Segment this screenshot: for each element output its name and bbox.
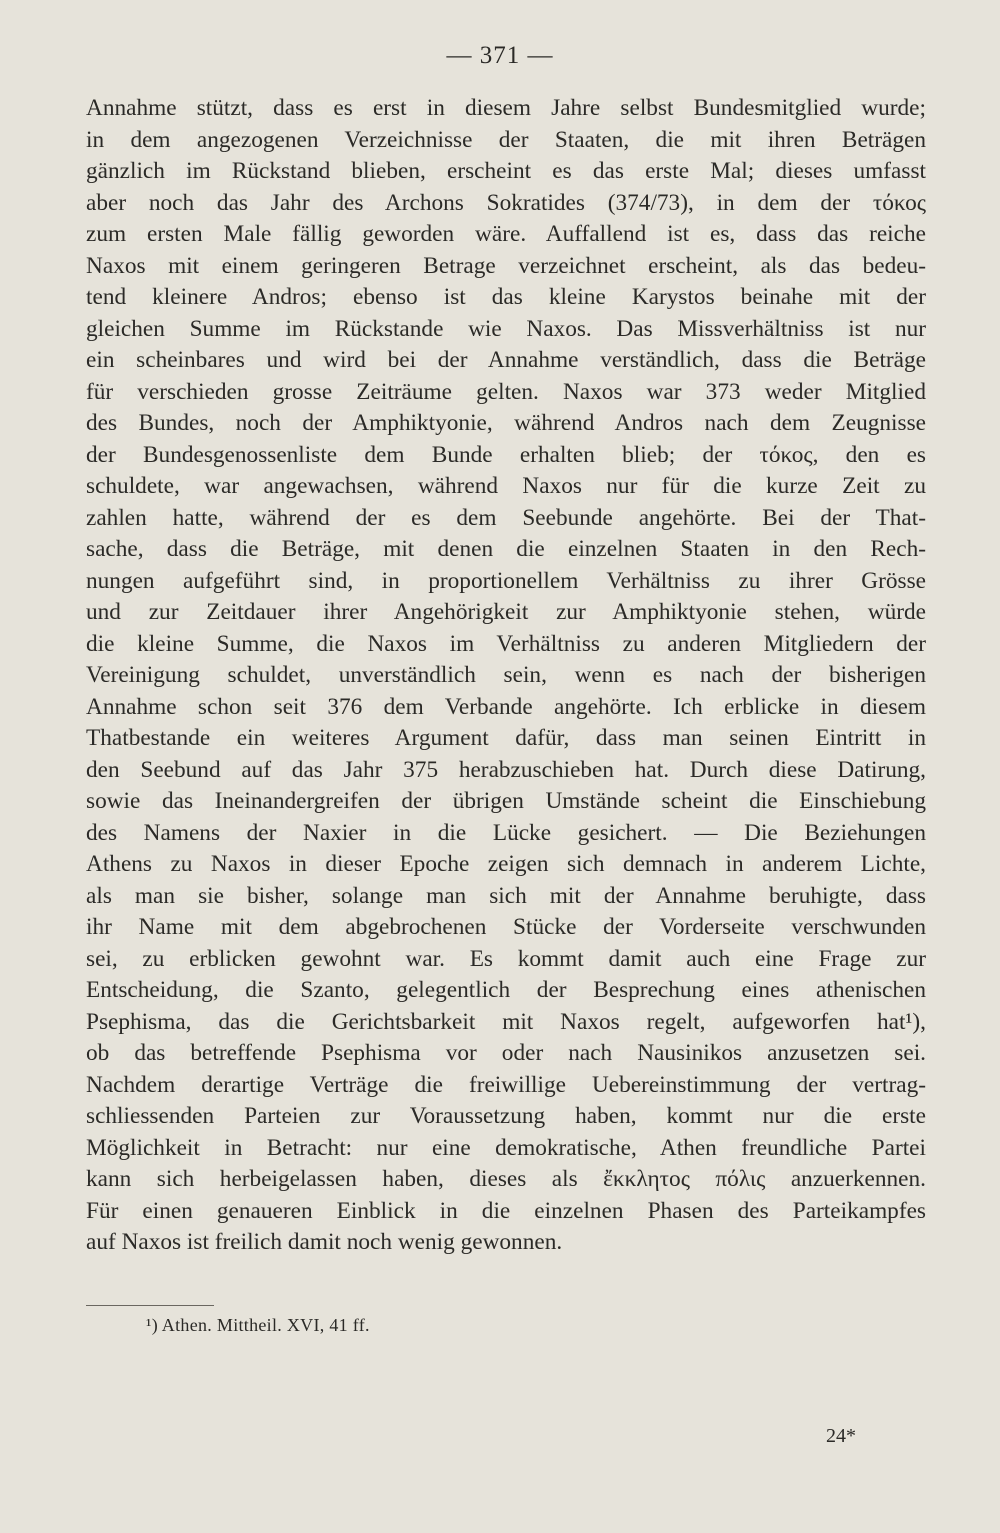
text-line: Nachdem derartige Verträge die freiwillige Uebereinstimmung der vertrag- — [86, 1071, 926, 1098]
text-line: aber noch das Jahr des Archons Sokratides (374/73), in dem der τόκος — [86, 189, 926, 216]
footnote-divider — [86, 1305, 214, 1306]
text-line: kann sich herbeigelassen haben, dieses als ἔκκλητος πόλις anzuerkennen. — [86, 1166, 926, 1192]
footnote: ¹) Athen. Mittheil. XVI, 41 ff. — [146, 1315, 370, 1335]
text-line: gleichen Summe im Rückstande wie Naxos. Das Missverhältniss ist nur — [86, 315, 926, 342]
text-line: die kleine Summe, die Naxos im Verhältniss zu anderen Mitgliedern der — [86, 630, 926, 657]
text-line: tend kleinere Andros; ebenso ist das kleine Karystos beinahe mit der — [86, 284, 926, 310]
text-line: Thatbestande ein weiteres Argument dafür, dass man seinen Eintritt in — [86, 725, 926, 751]
text-line: Vereinigung schuldet, unverständlich sein, wenn es nach der bisherigen — [86, 662, 926, 688]
text-line: nungen aufgeführt sind, in proportionellem Verhältniss zu ihrer Grösse — [86, 567, 926, 594]
text-line: des Namens der Naxier in die Lücke gesichert. — Die Beziehungen — [86, 819, 926, 846]
text-line: den Seebund auf das Jahr 375 herabzuschieben hat. Durch diese Datirung, — [86, 756, 926, 783]
text-line: auf Naxos ist freilich damit noch wenig gewonnen. — [86, 1229, 563, 1255]
text-line: Annahme stützt, dass es erst in diesem Jahre selbst Bundesmitglied wurde; — [86, 95, 926, 121]
text-line: des Bundes, noch der Amphiktyonie, während Andros nach dem Zeugnisse — [86, 410, 926, 436]
text-line: in dem angezogenen Verzeichnisse der Staaten, die mit ihren Beträgen — [86, 126, 926, 153]
text-line: schuldete, war angewachsen, während Naxos nur für die kurze Zeit zu — [86, 473, 926, 499]
text-line: zahlen hatte, während der es dem Seebunde angehörte. Bei der That- — [86, 504, 926, 531]
text-line: sowie das Ineinandergreifen der übrigen Umstände scheint die Einschiebung — [86, 788, 926, 814]
text-line: gänzlich im Rückstand blieben, erscheint es das erste Mal; dieses umfasst — [86, 158, 926, 184]
text-line: Möglichkeit in Betracht: nur eine demokratische, Athen freundliche Partei — [86, 1134, 926, 1161]
text-line: und zur Zeitdauer ihrer Angehörigkeit zur Amphiktyonie stehen, würde — [86, 599, 926, 625]
text-line: Naxos mit einem geringeren Betrage verzeichnet erscheint, als das bedeu- — [86, 252, 926, 279]
body-text — [86, 93, 926, 1259]
text-line: der Bundesgenossenliste dem Bunde erhalten blieb; der τόκος, den es — [86, 441, 926, 468]
text-line: Athens zu Naxos in dieser Epoche zeigen sich demnach in anderem Lichte, — [86, 851, 926, 877]
text-line: Entscheidung, die Szanto, gelegentlich der Besprechung eines athenischen — [86, 977, 926, 1003]
text-line: ob das betreffende Psephisma vor oder nach Nausinikos anzusetzen sei. — [86, 1040, 926, 1066]
signature-mark: 24* — [826, 1425, 856, 1447]
text-line: sei, zu erblicken gewohnt war. Es kommt damit auch eine Frage zur — [86, 945, 926, 972]
text-line: Psephisma, das die Gerichtsbarkeit mit Naxos regelt, aufgeworfen hat¹), — [86, 1008, 926, 1035]
text-line: schliessenden Parteien zur Voraussetzung haben, kommt nur die erste — [86, 1103, 926, 1129]
text-line: als man sie bisher, solange man sich mit der Annahme beruhigte, dass — [86, 882, 926, 909]
text-line: Für einen genaueren Einblick in die einzelnen Phasen des Parteikampfes — [86, 1197, 926, 1224]
text-line: zum ersten Male fällig geworden wäre. Auffallend ist es, dass das reiche — [86, 221, 926, 247]
text-line: sache, dass die Beträge, mit denen die einzelnen Staaten in den Rech- — [86, 536, 926, 562]
text-line: ein scheinbares und wird bei der Annahme verständlich, dass die Beträge — [86, 347, 926, 373]
page-number: — 371 — — [446, 42, 554, 69]
text-line: ihr Name mit dem abgebrochenen Stücke der Vorderseite verschwunden — [86, 914, 926, 940]
text-line: Annahme schon seit 376 dem Verbande angehörte. Ich erblicke in diesem — [86, 693, 926, 720]
text-line: für verschieden grosse Zeiträume gelten. Naxos war 373 weder Mitglied — [86, 378, 926, 405]
